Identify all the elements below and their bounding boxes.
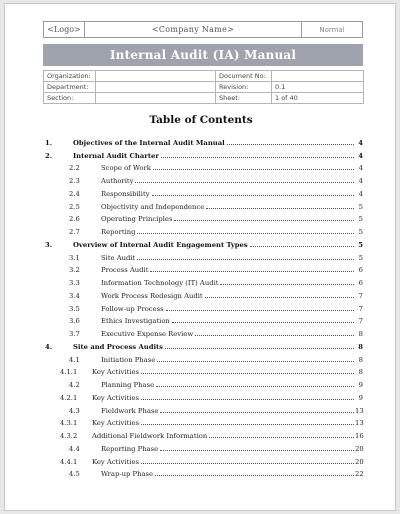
toc-entry[interactable] [43, 313, 363, 326]
status-label: Normal [319, 25, 345, 34]
document-title: Internal Audit (IA) Manual [43, 44, 363, 66]
toc-entry-title: Key Activities [92, 419, 139, 428]
toc-entry-title: Reporting [101, 228, 136, 236]
toc-entry-title: Follow-up Process [101, 304, 164, 313]
toc-entry-number: 4.1.1 [60, 368, 78, 377]
toc-entry-page: 5 [358, 228, 363, 236]
toc-entry[interactable] [43, 376, 363, 389]
toc-entry[interactable] [43, 160, 363, 173]
toc-entry-title: Additional Fieldwork Information [92, 432, 208, 440]
toc-entry[interactable] [43, 185, 363, 198]
toc-entry-title: Key Activities [92, 457, 139, 466]
toc-dot-leader [137, 259, 354, 260]
department-value [96, 82, 216, 93]
toc-entry-page: 9 [358, 393, 363, 402]
toc-entry-title: Objectivity and Independence [101, 202, 205, 211]
toc-entry-page: 7 [358, 317, 363, 326]
toc-entry-title: Ethics Investigation [101, 317, 170, 326]
document-no-value [272, 71, 364, 82]
toc-entry-title: Reporting Phase [101, 444, 159, 453]
toc-dot-leader [161, 157, 354, 158]
toc-dot-leader [152, 195, 354, 196]
toc-entry[interactable] [43, 134, 363, 147]
toc-entry[interactable] [43, 262, 363, 275]
toc-entry[interactable] [43, 300, 363, 313]
toc-entry[interactable] [43, 274, 363, 287]
toc-entry-title: Executive Expense Review [101, 330, 194, 338]
toc-dot-leader [156, 386, 354, 387]
toc-dot-leader [141, 373, 354, 374]
section-value [96, 93, 216, 104]
toc-entry-title: Fieldwork Phase [101, 406, 159, 415]
toc-entry-number: 3.3 [69, 279, 80, 287]
toc-entry-title: Work Process Redesign Audit [101, 291, 203, 300]
toc-dot-leader [160, 450, 354, 451]
toc-entry[interactable] [43, 198, 363, 211]
revision-value: 0.1 [272, 82, 364, 93]
toc-entry[interactable] [43, 249, 363, 262]
toc-heading: Table of Contents [149, 114, 253, 126]
toc-dot-leader [155, 475, 354, 476]
toc-entry-page: 5 [358, 253, 363, 262]
toc-entry[interactable] [43, 402, 363, 415]
toc-entry-number: 2.4 [69, 189, 80, 198]
toc-entry-page: 4 [358, 138, 363, 147]
toc-entry-page: 8 [358, 355, 363, 364]
sheet-value: 1 of 40 [272, 93, 364, 104]
toc-entry-number: 3.1 [69, 253, 80, 262]
toc-entry-page: 7 [358, 304, 363, 313]
page-header [43, 21, 363, 38]
toc-dot-leader [209, 437, 354, 438]
section-label: Section: [44, 93, 96, 104]
toc-entry-number: 4.3 [69, 406, 80, 415]
toc-entry-number: 4. [45, 342, 53, 351]
organization-value [96, 71, 216, 82]
toc-entry[interactable] [43, 440, 363, 453]
toc-entry[interactable] [43, 325, 363, 338]
logo-placeholder: <Logo> [44, 22, 85, 37]
toc-entry-page: 4 [358, 164, 363, 173]
toc-entry[interactable] [43, 364, 363, 377]
toc-entry-page: 6 [358, 279, 363, 287]
toc-entry-title: Planning Phase [101, 381, 155, 389]
toc-entry-number: 4.3.1 [60, 419, 78, 428]
toc-entry-page: 5 [358, 202, 363, 211]
toc-entry-page: 8 [358, 330, 363, 338]
toc-entry-number: 2.3 [69, 177, 80, 185]
toc-dot-leader [205, 297, 354, 298]
toc-entry-title: Wrap-up Phase [101, 470, 154, 479]
toc-entry[interactable] [43, 147, 363, 160]
toc-entry-title: Key Activities [92, 393, 139, 402]
toc-entry-title: Overview of Internal Audit Engagement Types [73, 240, 248, 249]
toc-dot-leader [227, 144, 354, 145]
toc-entry-page: 13 [355, 406, 364, 415]
toc-entry[interactable] [43, 389, 363, 402]
toc-entry[interactable] [43, 223, 363, 236]
toc-dot-leader [195, 335, 354, 336]
toc-entry-page: 8 [358, 342, 363, 351]
toc-dot-leader [141, 424, 354, 425]
toc-dot-leader [160, 412, 354, 413]
toc-entry-number: 4.2 [69, 381, 80, 389]
toc-dot-leader [141, 463, 354, 464]
toc-dot-leader [157, 361, 354, 362]
toc-dot-leader [135, 182, 354, 183]
toc-entry-title: Authority [101, 177, 134, 185]
toc-entry-number: 4.5 [69, 470, 80, 479]
revision-label: Revision: [216, 82, 272, 93]
toc-entry-page: 5 [358, 215, 363, 224]
toc-entry-number: 2. [45, 151, 53, 160]
company-name: <Company Name> [85, 22, 302, 37]
toc-entry-title: Site and Process Audits [73, 342, 164, 351]
toc-entry-number: 3.7 [69, 330, 80, 338]
toc-entry-title: Responsibility [101, 189, 150, 198]
toc-dot-leader [150, 271, 354, 272]
toc-dot-leader [166, 310, 354, 311]
toc-entry-number: 4.4.1 [60, 457, 78, 466]
toc-entry-title: Process Audit [101, 266, 149, 275]
toc-entry[interactable] [43, 338, 363, 351]
toc-entry-title: Objectives of the Internal Audit Manual [73, 138, 225, 147]
toc-entry-page: 4 [358, 177, 363, 185]
toc-dot-leader [153, 169, 354, 170]
toc-entry-title: Scope of Work [101, 164, 151, 173]
toc-entry[interactable] [43, 236, 363, 249]
toc-dot-leader [250, 246, 354, 247]
toc-entry-page: 4 [358, 189, 363, 198]
toc-entry-title: Operating Principles [101, 215, 173, 224]
toc-entry[interactable] [43, 172, 363, 185]
toc-entry-number: 1. [45, 138, 53, 147]
toc-entry-title: Internal Audit Charter [73, 151, 159, 160]
toc-entry-page: 6 [358, 266, 363, 275]
toc-entry-page: 20 [355, 457, 364, 466]
toc-entry-title: Information Technology (IT) Audit [101, 279, 219, 287]
toc-entry[interactable] [43, 287, 363, 300]
toc-entry-page: 4 [358, 151, 363, 160]
department-label: Department: [44, 82, 96, 93]
toc-entry-page: 22 [355, 470, 364, 479]
toc-entry-page: 7 [358, 291, 363, 300]
document-page [4, 3, 396, 511]
toc-entry-number: 4.1 [69, 355, 80, 364]
toc-entry-number: 2.7 [69, 228, 80, 236]
toc-entry-title: Initiation Phase [101, 355, 156, 364]
toc-entry[interactable] [43, 415, 363, 428]
toc-entry-number: 4.4 [69, 444, 80, 453]
toc-entry-page: 20 [355, 444, 364, 453]
toc-entry-number: 2.2 [69, 164, 80, 173]
toc-entry-number: 3.4 [69, 291, 80, 300]
toc-entry-number: 3.6 [69, 317, 80, 326]
toc-entry-number: 3.5 [69, 304, 80, 313]
sheet-label: Sheet: [216, 93, 272, 104]
toc-entry[interactable] [43, 211, 363, 224]
toc-entry-page: 16 [355, 432, 364, 440]
toc-dot-leader [220, 284, 354, 285]
toc-entry[interactable] [43, 466, 363, 479]
toc-entry[interactable] [43, 427, 363, 440]
toc-entry[interactable] [43, 351, 363, 364]
toc-entry-page: 9 [358, 381, 363, 389]
organization-label: Organization: [44, 71, 96, 82]
toc-entry-number: 4.2.1 [60, 393, 78, 402]
toc-entry-page: 8 [358, 368, 363, 377]
toc-entry-number: 3. [45, 240, 53, 249]
toc-entry-page: 13 [355, 419, 364, 428]
toc-dot-leader [206, 208, 354, 209]
toc-entry-number: 2.6 [69, 215, 80, 224]
toc-entry-title: Key Activities [92, 368, 139, 377]
toc-dot-leader [174, 220, 354, 221]
toc-entry-title: Site Audit [101, 253, 136, 262]
toc-entry-page: 5 [358, 240, 363, 249]
toc-dot-leader [137, 233, 354, 234]
toc-dot-leader [165, 348, 354, 349]
toc-entry-number: 2.5 [69, 202, 80, 211]
document-info-table [43, 70, 364, 104]
toc-entry-number: 4.3.2 [60, 432, 78, 440]
document-no-label: Document No: [216, 71, 272, 82]
table-of-contents [43, 134, 363, 478]
toc-entry-number: 3.2 [69, 266, 80, 275]
toc-dot-leader [172, 322, 354, 323]
toc-entry[interactable] [43, 453, 363, 466]
toc-dot-leader [141, 399, 354, 400]
